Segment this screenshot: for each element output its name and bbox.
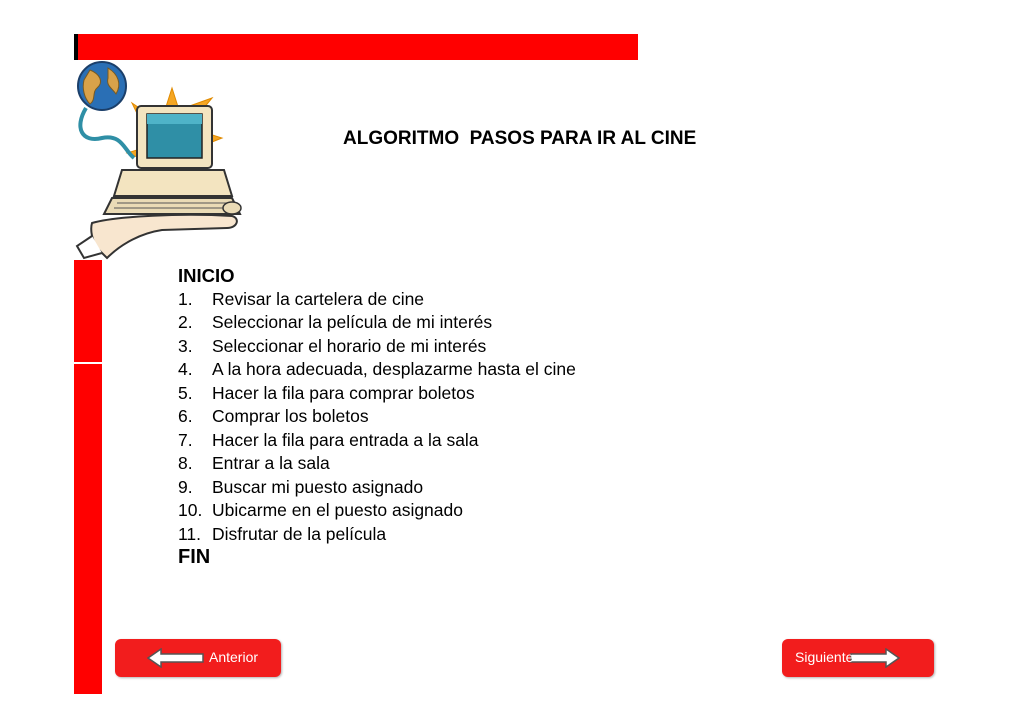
step-text: Hacer la fila para entrada a la sala: [212, 429, 479, 450]
step-number: 1.: [178, 288, 193, 309]
end-keyword: FIN: [178, 546, 211, 568]
step-number: 5.: [178, 382, 193, 403]
step-item: [178, 358, 608, 382]
next-label: Siguiente: [795, 649, 854, 665]
computer-on-hand-icon: [62, 58, 252, 263]
step-number: 6.: [178, 406, 193, 426]
next-button[interactable]: [782, 639, 934, 677]
previous-label: Anterior: [209, 649, 259, 665]
step-item: [178, 452, 608, 476]
step-number: 8.: [178, 453, 193, 473]
step-item: [178, 311, 608, 335]
step-number: 7.: [178, 429, 193, 450]
step-number: 11.: [178, 523, 202, 544]
step-text: Ubicarme en el puesto asignado: [212, 500, 463, 520]
previous-button[interactable]: [115, 639, 281, 677]
step-item: [178, 523, 608, 547]
step-number: 2.: [178, 312, 193, 332]
step-item: [178, 429, 608, 453]
step-text: Seleccionar el horario de mi interés: [212, 335, 487, 356]
header-bar: [74, 34, 638, 60]
step-number: 10.: [178, 500, 203, 520]
page-title: ALGORITMO PASOS PARA IR AL CINE: [343, 128, 697, 149]
arrow-right-icon: [850, 648, 900, 668]
step-text: Buscar mi puesto asignado: [212, 476, 424, 497]
side-accent-bottom: [74, 364, 102, 694]
step-text: Disfrutar de la película: [212, 523, 387, 544]
step-item: [178, 335, 608, 359]
algorithm-content: [178, 264, 608, 570]
step-text: Revisar la cartelera de cine: [212, 288, 425, 309]
step-number: 4.: [178, 359, 193, 379]
step-item: [178, 499, 608, 523]
step-text: Comprar los boletos: [212, 406, 369, 426]
arrow-left-icon: [147, 648, 205, 668]
start-keyword: INICIO: [178, 265, 235, 286]
step-text: A la hora adecuada, desplazarme hasta el cine: [212, 359, 576, 379]
step-text: Hacer la fila para comprar boletos: [212, 382, 475, 403]
side-accent-top: [74, 260, 102, 362]
step-number: 9.: [178, 476, 193, 497]
step-text: Seleccionar la película de mi interés: [212, 312, 493, 332]
step-item: [178, 288, 608, 312]
step-item: [178, 382, 608, 406]
step-item: [178, 405, 608, 429]
step-item: [178, 476, 608, 500]
step-text: Entrar a la sala: [212, 453, 330, 473]
step-number: 3.: [178, 335, 193, 356]
